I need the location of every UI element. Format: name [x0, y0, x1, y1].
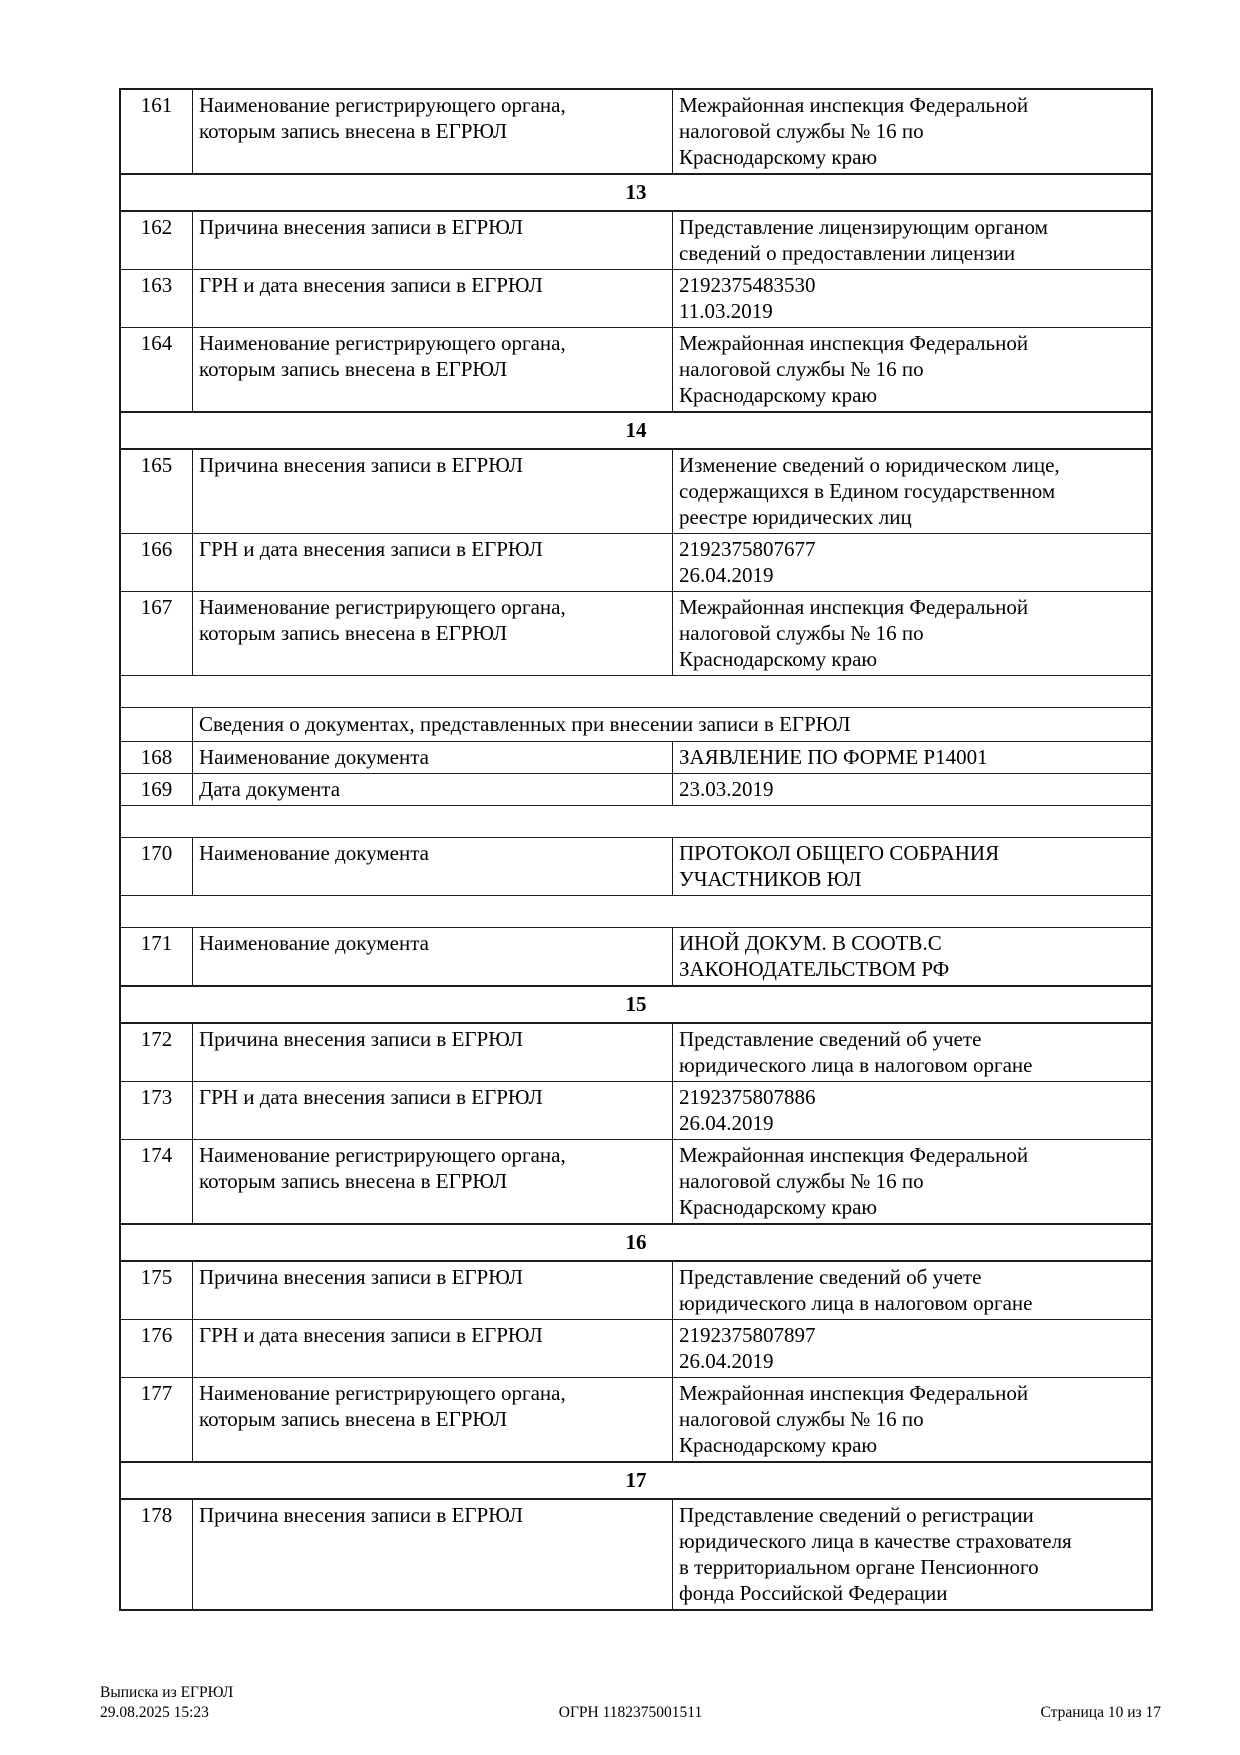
field-label-line: Наименование регистрирующего органа, — [199, 595, 566, 619]
row-number-cell: 162 — [121, 212, 193, 269]
field-value-line: юридического лица в налоговом органе — [679, 1053, 1033, 1077]
field-label-cell — [193, 90, 673, 173]
field-value-line: в территориальном органе Пенсионного — [679, 1555, 1039, 1579]
field-value-cell — [673, 742, 1151, 773]
footer-doc-title: Выписка из ЕГРЮЛ — [100, 1684, 234, 1701]
field-label-line: ГРН и дата внесения записи в ЕГРЮЛ — [199, 1085, 543, 1109]
field-value-line: содержащихся в Едином государственном — [679, 479, 1056, 503]
field-label-cell — [193, 838, 673, 895]
footer-doc-info — [100, 1683, 454, 1723]
field-value-cell — [673, 838, 1151, 895]
field-label-line: которым запись внесена в ЕГРЮЛ — [199, 119, 508, 143]
field-value-cell — [673, 534, 1151, 591]
section-number: 14 — [625, 418, 647, 442]
section-header-row — [121, 985, 1151, 1022]
field-value-line: юридического лица в налоговом органе — [679, 1291, 1033, 1315]
field-label-line: Наименование регистрирующего органа, — [199, 1381, 566, 1405]
field-value-line: сведений о предоставлении лицензии — [679, 241, 1016, 265]
field-value-cell — [673, 450, 1151, 533]
field-value-cell — [673, 1378, 1151, 1461]
field-value-line: юридического лица в качестве страхователя — [679, 1529, 1072, 1553]
row-number-cell: 171 — [121, 928, 193, 985]
field-value-line: Межрайонная инспекция Федеральной — [679, 331, 1029, 355]
field-label-line: Причина внесения записи в ЕГРЮЛ — [199, 453, 524, 477]
footer-page-number: Страница 10 из 17 — [1040, 1704, 1162, 1721]
field-label-cell — [193, 1378, 673, 1461]
field-value-line: Межрайонная инспекция Федеральной — [679, 1143, 1029, 1167]
table-row — [121, 1319, 1151, 1377]
records-table — [119, 88, 1153, 1611]
section-header-row — [121, 1223, 1151, 1260]
field-label-line: которым запись внесена в ЕГРЮЛ — [199, 621, 508, 645]
subheader-text: Сведения о документах, представленных при внесении записи в ЕГРЮЛ — [199, 712, 851, 736]
section-number: 15 — [625, 992, 647, 1016]
field-value-line: Представление сведений об учете — [679, 1027, 982, 1051]
table-row — [121, 210, 1151, 269]
field-label-cell — [193, 1082, 673, 1139]
field-value-line: налоговой службы № 16 по — [679, 621, 924, 645]
footer — [100, 1683, 1161, 1723]
row-number-cell: 174 — [121, 1140, 193, 1223]
field-value-line: Межрайонная инспекция Федеральной — [679, 93, 1029, 117]
field-value-cell — [673, 1320, 1151, 1377]
field-value-cell — [673, 90, 1151, 173]
table-row — [121, 327, 1151, 411]
section-header-row — [121, 1461, 1151, 1498]
row-number-cell: 165 — [121, 450, 193, 533]
row-number-cell: 168 — [121, 742, 193, 773]
field-value-line: 26.04.2019 — [679, 1111, 774, 1135]
field-value-line: 2192375807886 — [679, 1085, 816, 1109]
table-row — [121, 927, 1151, 985]
row-number-cell: 178 — [121, 1500, 193, 1609]
row-number-cell: 166 — [121, 534, 193, 591]
field-value-line: Межрайонная инспекция Федеральной — [679, 1381, 1029, 1405]
row-number-cell: 175 — [121, 1262, 193, 1319]
field-label-line: Наименование документа — [199, 841, 429, 865]
field-value-line: Краснодарскому краю — [679, 647, 878, 671]
field-label-line: Дата документа — [199, 777, 341, 801]
table-row — [121, 741, 1151, 773]
field-label-line: ГРН и дата внесения записи в ЕГРЮЛ — [199, 537, 543, 561]
table-row — [121, 1081, 1151, 1139]
field-value-line: 2192375807677 — [679, 537, 816, 561]
section-header-row — [121, 173, 1151, 210]
field-label-cell — [193, 1500, 673, 1609]
field-value-line: Представление сведений о регистрации — [679, 1503, 1034, 1527]
field-label-cell — [193, 742, 673, 773]
field-value-cell — [673, 1082, 1151, 1139]
field-label-cell — [193, 1262, 673, 1319]
field-value-cell — [673, 1140, 1151, 1223]
field-value-line: 2192375807897 — [679, 1323, 816, 1347]
field-value-line: налоговой службы № 16 по — [679, 119, 924, 143]
field-label-cell — [193, 270, 673, 327]
field-value-cell — [673, 328, 1151, 411]
table-row — [121, 773, 1151, 805]
field-label-line: которым запись внесена в ЕГРЮЛ — [199, 1169, 508, 1193]
field-value-line: реестре юридических лиц — [679, 505, 912, 529]
row-number-cell: 163 — [121, 270, 193, 327]
field-value-line: налоговой службы № 16 по — [679, 1407, 924, 1431]
table-row — [121, 269, 1151, 327]
spacer-row — [121, 805, 1151, 837]
field-label-line: Причина внесения записи в ЕГРЮЛ — [199, 1503, 524, 1527]
field-value-line: 26.04.2019 — [679, 1349, 774, 1373]
row-number-cell: 169 — [121, 774, 193, 805]
field-label-line: Причина внесения записи в ЕГРЮЛ — [199, 1265, 524, 1289]
row-number-cell: 177 — [121, 1378, 193, 1461]
field-value-line: 2192375483530 — [679, 273, 816, 297]
field-label-line: Наименование регистрирующего органа, — [199, 93, 566, 117]
field-label-line: Причина внесения записи в ЕГРЮЛ — [199, 215, 524, 239]
field-label-line: которым запись внесена в ЕГРЮЛ — [199, 357, 508, 381]
field-value-line: налоговой службы № 16 по — [679, 357, 924, 381]
row-number-cell: 164 — [121, 328, 193, 411]
field-label-cell — [193, 534, 673, 591]
table-row — [121, 90, 1151, 173]
section-header-row — [121, 411, 1151, 448]
field-value-cell — [673, 592, 1151, 675]
field-label-cell — [193, 450, 673, 533]
field-value-line: 23.03.2019 — [679, 777, 774, 801]
field-label-line: которым запись внесена в ЕГРЮЛ — [199, 1407, 508, 1431]
section-number: 16 — [625, 1230, 647, 1254]
field-label-cell — [193, 212, 673, 269]
field-label-line: Наименование документа — [199, 745, 429, 769]
field-value-cell — [673, 774, 1151, 805]
row-number-cell: 170 — [121, 838, 193, 895]
field-label-line: Наименование регистрирующего органа, — [199, 331, 566, 355]
footer-ogrn: ОГРН 1182375001511 — [558, 1704, 703, 1721]
field-label-cell — [193, 928, 673, 985]
field-value-cell — [673, 1024, 1151, 1081]
field-value-cell — [673, 212, 1151, 269]
footer-datetime: 29.08.2025 15:23 — [100, 1704, 209, 1721]
field-value-cell — [673, 270, 1151, 327]
field-label-cell — [193, 1140, 673, 1223]
field-value-cell — [673, 1500, 1151, 1609]
row-number-cell: 161 — [121, 90, 193, 173]
row-number-cell-empty — [121, 708, 193, 741]
table-row — [121, 448, 1151, 533]
section-number: 17 — [625, 1468, 647, 1492]
subheader-row — [121, 707, 1151, 741]
field-value-line: УЧАСТНИКОВ ЮЛ — [679, 867, 862, 891]
table-row — [121, 1139, 1151, 1223]
field-label-cell — [193, 592, 673, 675]
field-label-line: ГРН и дата внесения записи в ЕГРЮЛ — [199, 273, 543, 297]
field-value-line: Межрайонная инспекция Федеральной — [679, 595, 1029, 619]
row-number-cell: 172 — [121, 1024, 193, 1081]
field-label-cell — [193, 774, 673, 805]
field-value-line: фонда Российской Федерации — [679, 1581, 948, 1605]
table-row — [121, 1377, 1151, 1461]
row-number-cell: 167 — [121, 592, 193, 675]
spacer-row — [121, 675, 1151, 707]
field-value-line: 26.04.2019 — [679, 563, 774, 587]
table-row — [121, 591, 1151, 675]
row-number-cell: 173 — [121, 1082, 193, 1139]
field-label-line: Наименование документа — [199, 931, 429, 955]
field-value-line: 11.03.2019 — [679, 299, 773, 323]
field-value-line: Представление лицензирующим органом — [679, 215, 1048, 239]
field-value-line: Изменение сведений о юридическом лице, — [679, 453, 1060, 477]
field-value-line: ПРОТОКОЛ ОБЩЕГО СОБРАНИЯ — [679, 841, 1000, 865]
field-value-line: Краснодарскому краю — [679, 1433, 878, 1457]
field-label-cell — [193, 328, 673, 411]
field-value-line: налоговой службы № 16 по — [679, 1169, 924, 1193]
spacer-row — [121, 895, 1151, 927]
field-value-line: ИНОЙ ДОКУМ. В СООТВ.С — [679, 931, 942, 955]
field-value-line: Краснодарскому краю — [679, 145, 878, 169]
field-value-line: Краснодарскому краю — [679, 1195, 878, 1219]
field-value-line: Представление сведений об учете — [679, 1265, 982, 1289]
table-row — [121, 837, 1151, 895]
field-label-line: ГРН и дата внесения записи в ЕГРЮЛ — [199, 1323, 543, 1347]
field-label-cell — [193, 1320, 673, 1377]
table-row — [121, 1260, 1151, 1319]
field-label-line: Причина внесения записи в ЕГРЮЛ — [199, 1027, 524, 1051]
section-number: 13 — [625, 180, 647, 204]
field-value-line: ЗАКОНОДАТЕЛЬСТВОМ РФ — [679, 957, 950, 981]
field-label-cell — [193, 1024, 673, 1081]
table-row — [121, 1498, 1151, 1609]
field-label-line: Наименование регистрирующего органа, — [199, 1143, 566, 1167]
table-row — [121, 1022, 1151, 1081]
row-number-cell: 176 — [121, 1320, 193, 1377]
field-value-cell — [673, 928, 1151, 985]
field-value-cell — [673, 1262, 1151, 1319]
field-value-line: ЗАЯВЛЕНИЕ ПО ФОРМЕ Р14001 — [679, 745, 988, 769]
table-row — [121, 533, 1151, 591]
field-value-line: Краснодарскому краю — [679, 383, 878, 407]
